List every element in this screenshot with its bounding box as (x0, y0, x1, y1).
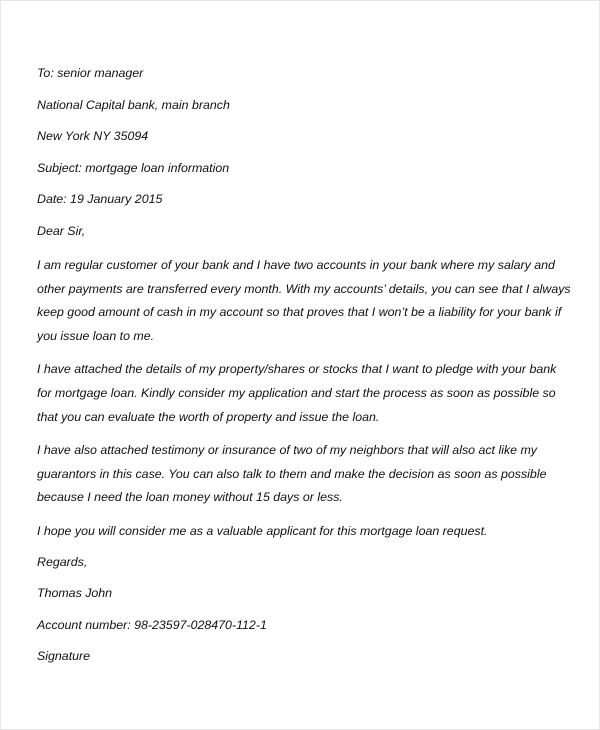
paragraph-3-line-1: I have also attached testimony or insurance of two of my neighbors that will also act like my (37, 443, 537, 458)
paragraph-4 (37, 520, 567, 544)
paragraph-2 (37, 358, 567, 429)
date-line: Date: 19 January 2015 (37, 192, 163, 206)
paragraph-3 (37, 439, 567, 510)
paragraph-1-line-4: you issue loan to me. (37, 328, 155, 343)
paragraph-1-line-3: keep good amount of cash in my account so that proves that I won’t be a liability for your bank if (37, 305, 562, 320)
paragraph-3-line-3: because I need the loan money without 15 days or less. (37, 490, 343, 505)
paragraph-1-line-1: I am regular customer of your bank and I have two accounts in your bank where my salary and (37, 258, 555, 272)
bank-line: National Capital bank, main branch (37, 97, 230, 112)
paragraph-2-line-1: I have attached the details of my property/shares or stocks that I want to pledge with your bank (37, 362, 557, 377)
sender-name: Thomas John (37, 586, 113, 601)
paragraph-2-line-3: that you can evaluate the worth of property and issue the loan. (37, 409, 380, 424)
paragraph-2-line-2: for mortgage loan. Kindly consider my application and start the process as soon as possible so (37, 385, 556, 400)
paragraph-1-line-2: other payments are transferred every month. With my accounts’ details, you can see that I always (37, 281, 571, 296)
paragraph-3-line-2: guarantors in this case. You can also talk to them and make the decision as soon as possible (37, 466, 547, 481)
account-number: Account number: 98-23597-028470-112-1 (37, 617, 267, 632)
signature-line: Signature (37, 649, 91, 664)
closing: Regards, (37, 554, 88, 569)
recipient-line: To: senior manager (37, 66, 144, 80)
paragraph-4-line-1: I hope you will consider me as a valuable applicant for this mortgage loan request. (37, 523, 488, 538)
subject-line: Subject: mortgage loan information (37, 160, 230, 175)
salutation: Dear Sir, (37, 223, 86, 238)
paragraph-1 (37, 254, 571, 348)
city-line: New York NY 35094 (37, 129, 149, 143)
letter-body (37, 65, 571, 664)
